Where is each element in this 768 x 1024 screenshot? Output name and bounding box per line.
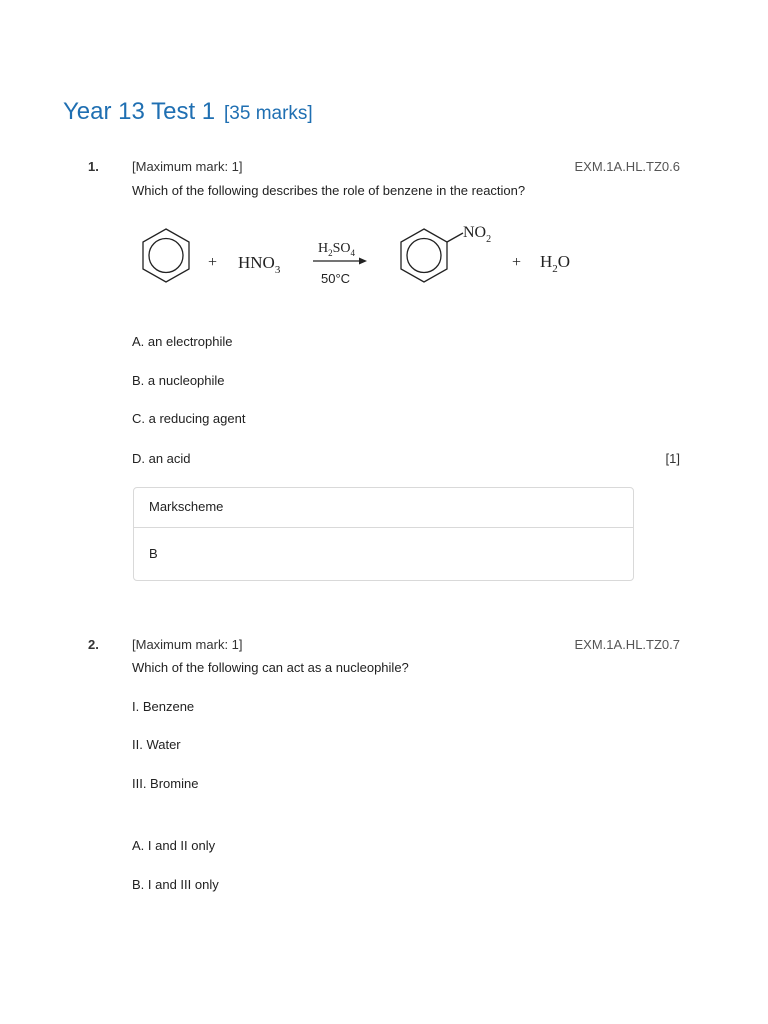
question-2-option-b: B. I and III only bbox=[132, 877, 219, 892]
nitro-group-label: $NO_2$ bbox=[463, 224, 492, 245]
question-2-max-mark: [Maximum mark: 1] bbox=[132, 637, 243, 652]
reaction-arrow bbox=[313, 258, 367, 265]
question-2-statement-2: II. Water bbox=[132, 737, 181, 752]
water-formula: $H_2O$ bbox=[540, 252, 571, 275]
question-1-option-a: A. an electrophile bbox=[132, 334, 233, 349]
question-2-number: 2. bbox=[88, 637, 99, 652]
total-marks: [35 marks] bbox=[224, 103, 313, 124]
question-1-option-b: B. a nucleophile bbox=[132, 373, 225, 388]
page-title bbox=[63, 90, 313, 127]
markscheme-heading[interactable]: Markscheme bbox=[134, 488, 633, 528]
question-1-prompt: Which of the following describes the role of benzene in the reaction? bbox=[132, 183, 526, 198]
question-1-code: EXM.1A.HL.TZ0.6 bbox=[574, 159, 680, 174]
question-2-statement-1: I. Benzene bbox=[132, 699, 195, 714]
question-1-option-d: D. an acid bbox=[132, 451, 191, 466]
question-1-option-c: C. a reducing agent bbox=[132, 411, 246, 426]
benzene-reactant bbox=[143, 229, 189, 282]
plus-sign-2: + bbox=[512, 254, 522, 271]
catalyst-formula: $H_2SO_4$ bbox=[318, 241, 356, 258]
question-2-option-a: A. I and II only bbox=[132, 838, 216, 853]
question-2-prompt: Which of the following can act as a nucleophile? bbox=[132, 660, 409, 675]
question-1-number: 1. bbox=[88, 159, 99, 174]
nitration-reaction-diagram bbox=[132, 215, 592, 305]
test-title: Year 13 Test 1 bbox=[63, 98, 216, 125]
markscheme-answer: B bbox=[149, 546, 158, 561]
plus-sign-1: + bbox=[208, 254, 218, 271]
reaction-condition: 50°C bbox=[321, 271, 351, 286]
reagent-formula: $HNO_3$ bbox=[238, 253, 281, 276]
question-2-code: EXM.1A.HL.TZ0.7 bbox=[574, 637, 680, 652]
nitrobenzene-product bbox=[401, 229, 463, 282]
markscheme-panel bbox=[133, 487, 634, 581]
question-2-statement-3: III. Bromine bbox=[132, 776, 199, 791]
question-1-max-mark: [Maximum mark: 1] bbox=[132, 159, 243, 174]
question-1-marks: [1] bbox=[665, 451, 680, 466]
